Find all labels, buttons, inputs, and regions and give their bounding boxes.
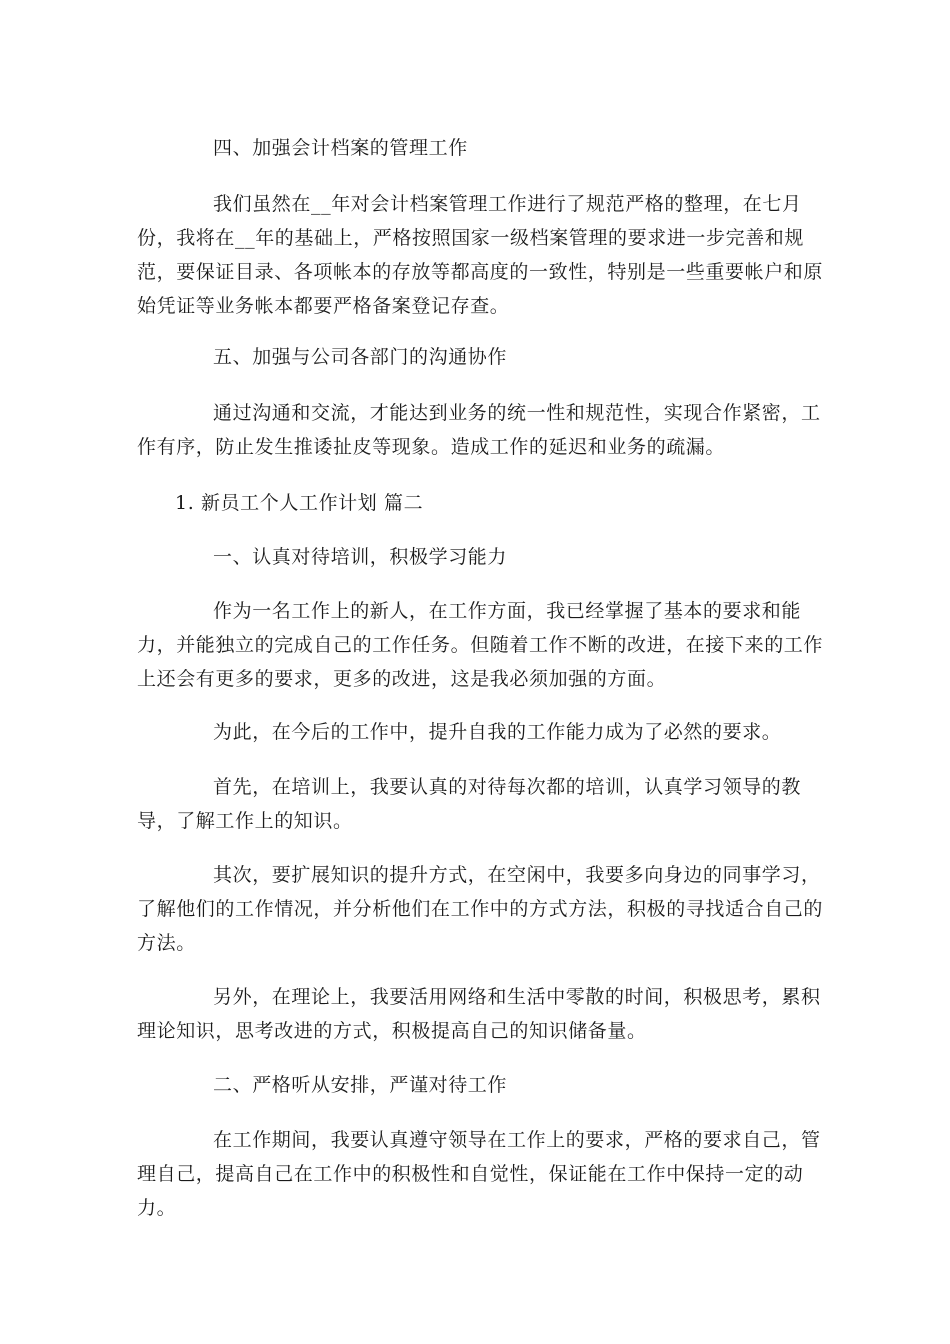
paragraph-second: 其次，要扩展知识的提升方式，在空闲中，我要多向身边的同事学习，了解他们的工作情况，并分析他们在工作中的方式方法，积极的寻找适合自己的方法。: [137, 864, 824, 954]
paragraph-work-period: 在工作期间，我要认真遵守领导在工作上的要求，严格的要求自己，管理自己，提高自己在工作中的积极性和自觉性，保证能在工作中保持一定的动力。: [137, 1129, 821, 1219]
section-heading-training: 一、认真对待培训，积极学习能力: [213, 546, 508, 568]
paragraph-additionally: 另外，在理论上，我要活用网络和生活中零散的时间，积极思考，累积理论知识，思考改进的方式，积极提高自己的知识储备量。: [137, 986, 821, 1042]
paragraph-first: 首先，在培训上，我要认真的对待每次都的培训，认真学习领导的教导，了解工作上的知识。: [137, 776, 802, 832]
paragraph-therefore: 为此，在今后的工作中，提升自我的工作能力成为了必然的要求。: [213, 721, 782, 743]
section-heading-5: 五、加强与公司各部门的沟通协作: [213, 346, 508, 368]
plan-title-part-two: 1. 新员工个人工作计划 篇二: [175, 492, 424, 514]
section-heading-obey: 二、严格听从安排，严谨对待工作: [213, 1074, 508, 1096]
section-heading-4: 四、加强会计档案的管理工作: [213, 137, 468, 159]
paragraph-new-employee: 作为一名工作上的新人，在工作方面，我已经掌握了基本的要求和能力，并能独立的完成自己的工作任务。但随着工作不断的改进，在接下来的工作上还会有更多的要求，更多的改进，这是我必须加强的方面。: [137, 600, 824, 690]
paragraph-archives: 我们虽然在__年对会计档案管理工作进行了规范严格的整理，在七月份，我将在__年的基础上，严格按照国家一级档案管理的要求进一步完善和规范，要保证目录、各项帐本的存放等都高度的一致性，特别是一些重要帐户和原始凭证等业务帐本都要严格备案登记存查。: [137, 193, 824, 317]
paragraph-communication: 通过沟通和交流，才能达到业务的统一性和规范性，实现合作紧密，工作有序，防止发生推诿扯皮等现象。造成工作的延迟和业务的疏漏。: [137, 402, 821, 458]
